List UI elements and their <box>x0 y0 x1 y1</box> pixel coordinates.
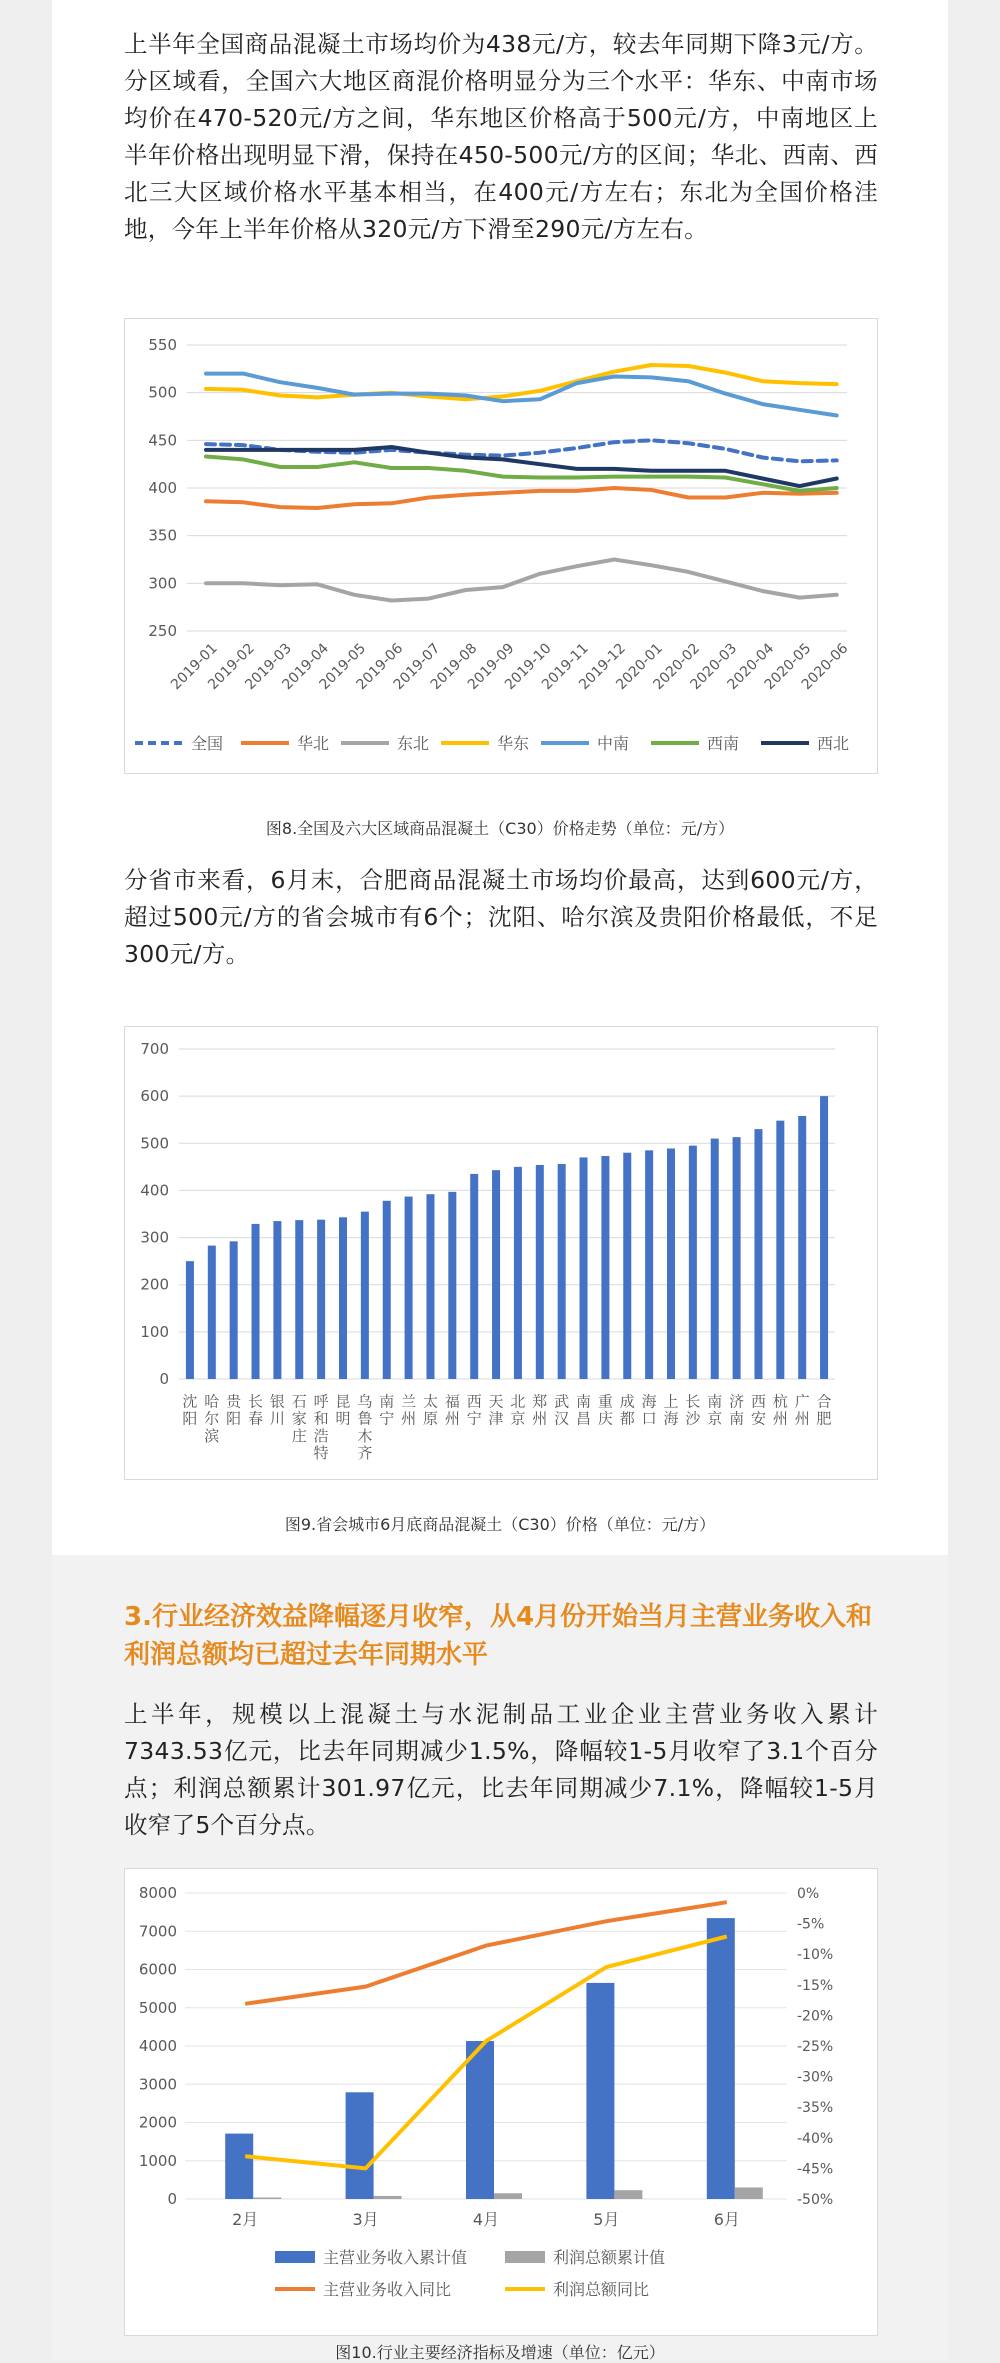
x-tick-label: 兰州 <box>401 1392 417 1428</box>
y-tick-label: 0 <box>159 1370 169 1388</box>
bar-主营业务收入累计值-3月 <box>346 2092 374 2199</box>
x-tick-label: 北京 <box>510 1392 526 1428</box>
y2-tick-label: -40% <box>797 2130 834 2147</box>
paragraph-1: 上半年全国商品混凝土市场均价为438元/方，较去年同期下降3元/方。分区域看，全国六大地区商混价格明显分为三个水平：华东、中南市场均价在470-520元/方之间，华东地区价格高于500元/方，中南地区上半年价格出现明显下滑，保持在450-500元/方的区间；华北、西南、西北三大区域价格水平基本相当，在400元/方左右；东北为全国价格洼地，今年上半年价格从320元/方下滑至290元/方左右。 <box>124 30 878 243</box>
fig9-caption: 图9.省会城市6月底商品混凝土（C30）价格（单位：元/方） <box>284 1515 716 1534</box>
x-tick-label: 西安 <box>750 1392 766 1428</box>
bar-利润总额累计值-6月 <box>735 2187 763 2199</box>
bar-利润总额累计值-2月 <box>253 2197 281 2199</box>
legend-label: 华北 <box>297 734 330 753</box>
bar-利润总额累计值-4月 <box>494 2193 522 2199</box>
x-tick-label: 武汉 <box>554 1392 570 1428</box>
y-tick-label: 1000 <box>138 2151 177 2170</box>
y-tick-label: 450 <box>148 431 177 450</box>
bar-福州 <box>448 1192 456 1379</box>
y2-tick-label: -10% <box>797 1947 834 1964</box>
x-tick-label: 2019-04 <box>279 640 333 694</box>
y-tick-label: 350 <box>148 526 177 545</box>
legend-label: 西南 <box>707 734 740 753</box>
y-tick-label: 6000 <box>138 1960 177 1979</box>
bar-北京 <box>514 1167 522 1379</box>
legend-label: 主营业务收入同比 <box>323 2280 452 2299</box>
x-tick-label: 天津 <box>488 1392 504 1428</box>
legend-label: 东北 <box>397 734 430 753</box>
y-tick-label: 4000 <box>138 2037 177 2055</box>
bar-重庆 <box>601 1156 609 1379</box>
y-tick-label: 7000 <box>138 1922 177 1941</box>
bar-长沙 <box>689 1146 697 1379</box>
x-tick-label: 石家庄 <box>291 1392 307 1445</box>
x-tick-label: 2019-03 <box>242 640 295 694</box>
bar-太原 <box>426 1194 434 1379</box>
x-tick-label: 呼和浩特 <box>313 1392 329 1462</box>
legend-label: 西北 <box>817 734 850 753</box>
legend-label: 全国 <box>191 734 224 753</box>
x-tick-label: 6月 <box>713 2210 740 2229</box>
y2-tick-label: -45% <box>797 2161 834 2178</box>
x-tick-label: 2019-10 <box>501 640 555 694</box>
x-tick-label: 2月 <box>232 2210 259 2229</box>
section-heading: 3.行业经济效益降幅逐月收窄，从4月份开始当月主营业务收入和利润总额均已超过去年同期水平 <box>124 1602 873 1670</box>
x-tick-label: 济南 <box>729 1392 745 1428</box>
y-tick-label: 8000 <box>138 1884 177 1902</box>
bar-西宁 <box>470 1174 478 1379</box>
x-tick-label: 2020-03 <box>687 640 741 694</box>
y2-tick-label: -20% <box>797 2008 834 2025</box>
fig10-chart <box>124 1868 878 2336</box>
x-tick-label: 银川 <box>269 1392 285 1428</box>
x-tick-label: 2019-07 <box>390 640 444 694</box>
bar-利润总额累计值-3月 <box>374 2196 402 2199</box>
y-tick-label: 300 <box>140 1228 169 1247</box>
x-tick-label: 2019-06 <box>353 640 407 694</box>
bar-主营业务收入累计值-2月 <box>225 2134 253 2199</box>
y-tick-label: 200 <box>140 1275 169 1294</box>
x-tick-label: 2019-09 <box>464 640 518 694</box>
bar-沈阳 <box>186 1261 194 1379</box>
bar-南昌 <box>580 1157 588 1379</box>
fig8-chart <box>124 318 878 774</box>
y-tick-label: 400 <box>140 1181 169 1200</box>
bar-合肥 <box>820 1096 828 1379</box>
bar-主营业务收入累计值-4月 <box>466 2041 494 2199</box>
y-tick-label: 500 <box>148 383 177 402</box>
x-tick-label: 长春 <box>248 1392 264 1428</box>
y2-tick-label: -30% <box>797 2069 834 2086</box>
fig9-svg <box>125 1027 877 1479</box>
series-line-东北 <box>206 560 837 601</box>
fig8-caption: 图8.全国及六大区域商品混凝土（C30）价格走势（单位：元/方） <box>265 819 735 838</box>
fig10-svg <box>125 1869 877 2335</box>
fig10-caption: 图10.行业主要经济指标及增速（单位：亿元） <box>335 2343 665 2362</box>
bar-主营业务收入累计值-5月 <box>586 1983 614 2199</box>
bar-南宁 <box>383 1201 391 1379</box>
paragraph-3: 上半年，规模以上混凝土与水泥制品工业企业主营业务收入累计7343.53亿元，比去年同期减少1.5%，降幅较1-5月收窄了3.1个百分点；利润总额累计301.97亿元，比去年同期减少7.1%，降幅较1-5月收窄了5个百分点。 <box>124 1700 878 1839</box>
x-tick-label: 2019-05 <box>316 640 370 694</box>
x-tick-label: 2019-08 <box>427 640 481 694</box>
y2-tick-label: -50% <box>797 2192 834 2208</box>
bar-昆明 <box>339 1217 347 1379</box>
y2-tick-label: -25% <box>797 2039 834 2055</box>
bar-郑州 <box>536 1165 544 1379</box>
bar-哈尔滨 <box>208 1246 216 1379</box>
x-tick-label: 昆明 <box>335 1392 351 1428</box>
legend-label: 中南 <box>597 734 630 753</box>
legend-swatch <box>505 2251 545 2263</box>
x-tick-label: 南京 <box>707 1392 723 1428</box>
bar-西安 <box>754 1129 762 1379</box>
x-tick-label: 成都 <box>619 1392 635 1428</box>
x-tick-label: 2020-02 <box>650 640 704 694</box>
x-tick-label: 广州 <box>794 1392 810 1428</box>
bar-呼和浩特 <box>317 1220 325 1379</box>
x-tick-label: 长沙 <box>685 1392 701 1428</box>
bar-天津 <box>492 1170 500 1379</box>
x-tick-label: 南宁 <box>379 1392 395 1428</box>
bar-武汉 <box>558 1164 566 1379</box>
bar-杭州 <box>776 1121 784 1379</box>
bar-石家庄 <box>295 1220 303 1379</box>
x-tick-label: 4月 <box>472 2210 500 2229</box>
x-tick-label: 2020-06 <box>798 640 852 694</box>
x-tick-label: 沈阳 <box>182 1392 198 1428</box>
series-line-华东 <box>206 365 837 399</box>
bar-长春 <box>252 1224 260 1379</box>
y2-tick-label: 0% <box>797 1886 820 1902</box>
y2-tick-label: -35% <box>797 2100 834 2117</box>
legend-label: 利润总额同比 <box>553 2280 650 2299</box>
y-tick-label: 600 <box>140 1087 169 1106</box>
x-tick-label: 福州 <box>444 1392 460 1428</box>
bar-贵阳 <box>230 1241 238 1379</box>
bar-利润总额累计值-5月 <box>614 2190 642 2199</box>
bar-成都 <box>623 1153 631 1379</box>
legend-label: 利润总额累计值 <box>553 2248 666 2267</box>
y-tick-label: 100 <box>140 1322 169 1341</box>
y2-tick-label: -15% <box>797 1977 834 1994</box>
x-tick-label: 3月 <box>352 2210 379 2229</box>
x-tick-label: 2020-05 <box>761 640 815 694</box>
fig9-chart <box>124 1026 878 1480</box>
y-tick-label: 400 <box>148 479 177 497</box>
x-tick-label: 2020-01 <box>613 640 666 694</box>
y-tick-label: 250 <box>148 622 177 640</box>
y-tick-label: 700 <box>140 1040 169 1058</box>
x-tick-label: 乌鲁木齐 <box>357 1392 373 1462</box>
y2-tick-label: -5% <box>797 1916 825 1933</box>
bar-上海 <box>667 1148 675 1379</box>
legend-label: 华东 <box>497 734 530 753</box>
paragraph-2: 分省市来看，6月末，合肥商品混凝土市场均价最高，达到600元/方，超过500元/方的省会城市有6个；沈阳、哈尔滨及贵阳价格最低，不足300元/方。 <box>124 866 878 968</box>
bar-乌鲁木齐 <box>361 1212 369 1379</box>
x-tick-label: 重庆 <box>597 1392 613 1428</box>
bar-南京 <box>711 1139 719 1379</box>
bar-银川 <box>273 1221 281 1379</box>
bar-海口 <box>645 1150 653 1379</box>
x-tick-label: 哈尔滨 <box>204 1392 220 1445</box>
legend-swatch <box>275 2251 315 2263</box>
x-tick-label: 合肥 <box>816 1392 832 1428</box>
x-tick-label: 西宁 <box>466 1392 482 1428</box>
x-tick-label: 2019-11 <box>539 640 592 694</box>
x-tick-label: 2020-04 <box>724 640 778 694</box>
y-tick-label: 0 <box>167 2190 177 2208</box>
y-tick-label: 2000 <box>138 2113 177 2132</box>
x-tick-label: 南昌 <box>576 1392 592 1428</box>
y-tick-label: 550 <box>148 336 177 354</box>
legend-label: 主营业务收入累计值 <box>323 2248 468 2267</box>
bar-主营业务收入累计值-6月 <box>707 1918 735 2199</box>
bar-兰州 <box>405 1197 413 1379</box>
fig8-svg <box>125 319 877 773</box>
bar-济南 <box>733 1137 741 1379</box>
y-tick-label: 500 <box>140 1134 169 1153</box>
x-tick-label: 郑州 <box>532 1392 548 1428</box>
y-tick-label: 5000 <box>138 1998 177 2017</box>
series-line-华北 <box>206 488 837 508</box>
x-tick-label: 贵阳 <box>226 1392 242 1428</box>
bar-广州 <box>798 1116 806 1379</box>
x-tick-label: 2019-12 <box>576 640 629 694</box>
y-tick-label: 300 <box>148 574 177 593</box>
x-tick-label: 5月 <box>593 2210 620 2229</box>
x-tick-label: 2019-02 <box>205 640 258 694</box>
x-tick-label: 太原 <box>422 1392 438 1428</box>
x-tick-label: 上海 <box>663 1392 679 1428</box>
y-tick-label: 3000 <box>138 2075 177 2094</box>
x-tick-label: 杭州 <box>772 1392 788 1428</box>
x-tick-label: 海口 <box>641 1392 657 1428</box>
x-tick-label: 2019-01 <box>168 640 221 694</box>
